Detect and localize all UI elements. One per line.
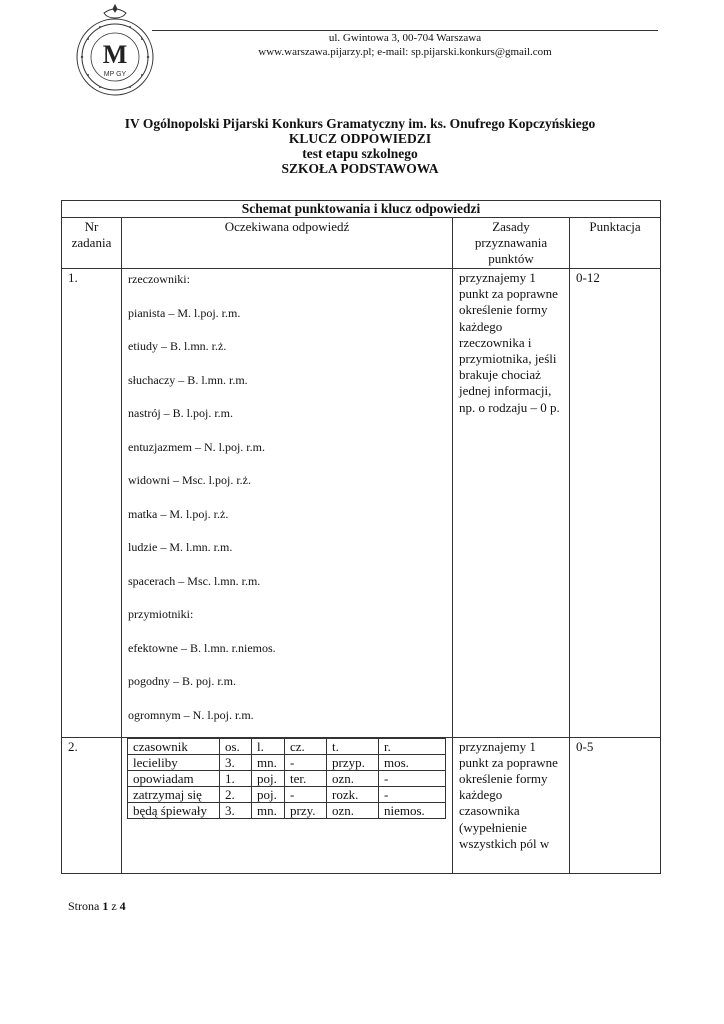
- document-title: [60, 116, 660, 176]
- row1-nr: 1.: [62, 269, 122, 738]
- row1-rule: przyznajemy 1 punkt za poprawne określenie formy każdego rzeczownika i przymiotnika, jeśli brakuje chociaż jednej informacji, np. o rodzaju – 0 p.: [453, 269, 570, 738]
- page-footer: [68, 899, 126, 914]
- footer-total: 4: [119, 899, 126, 913]
- answer-line: pogodny – B. poj. r.m.: [128, 674, 237, 688]
- verb-table-row: [128, 802, 446, 818]
- row2-nr: 2.: [62, 737, 122, 873]
- header-divider: [152, 30, 658, 31]
- verb-table-cell: -: [285, 786, 327, 802]
- header-rules: Zasady przyznawania punktów: [453, 218, 570, 269]
- row2-rule: [453, 737, 570, 873]
- row2-answers: [122, 737, 453, 873]
- answer-line: efektowne – B. l.mn. r.niemos.: [128, 640, 276, 655]
- answer-line: spacerach – Msc. l.mn. r.m.: [128, 573, 261, 588]
- footer-of: z: [111, 899, 117, 913]
- verb-table-cell: os.: [220, 738, 252, 754]
- verb-table-cell: niemos.: [379, 802, 446, 818]
- verb-table-cell: poj.: [252, 786, 285, 802]
- verb-table: [127, 738, 446, 819]
- verb-table-cell: będą śpiewały: [128, 802, 220, 818]
- verb-table-cell: poj.: [252, 770, 285, 786]
- row2-points: 0-5: [570, 737, 661, 873]
- answer-key-table: [61, 200, 661, 874]
- answer-line: widowni – Msc. l.poj. r.ż.: [128, 473, 251, 487]
- school-logo: [68, 3, 162, 101]
- answer-line: rzeczowniki:: [128, 272, 190, 286]
- verb-table-cell: lecieliby: [128, 754, 220, 770]
- header-nr: Nr zadania: [62, 218, 122, 269]
- row1-answers: [122, 269, 453, 738]
- verb-table-cell: t.: [327, 738, 379, 754]
- verb-table-cell: ozn.: [327, 770, 379, 786]
- verb-table-cell: czasownik: [128, 738, 220, 754]
- footer-prefix: Strona: [68, 899, 100, 913]
- footer-page: 1: [102, 899, 109, 913]
- logo-letters: MP GY: [103, 71, 127, 78]
- verb-table-cell: przyp.: [327, 754, 379, 770]
- verb-table-cell: 3.: [220, 754, 252, 770]
- verb-table-cell: rozk.: [327, 786, 379, 802]
- verb-table-row: [128, 770, 446, 786]
- verb-table-cell: mn.: [252, 754, 285, 770]
- row2-rule-text: przyznajemy 1 punkt za poprawne określenie formy każdego czasownika (wypełnienie wszystkich pól w: [459, 738, 558, 851]
- answer-line: matka – M. l.poj. r.ż.: [128, 506, 229, 521]
- answer-line: etiudy – B. l.mn. r.ż.: [128, 339, 227, 353]
- answer-line: przymiotniki:: [128, 607, 194, 621]
- verb-table-row: [128, 738, 446, 754]
- verb-table-cell: ozn.: [327, 802, 379, 818]
- verb-table-row: [128, 754, 446, 770]
- header-address-line2: www.warszawa.pijarzy.pl; e-mail: sp.pijarski.konkurs@gmail.com: [258, 46, 552, 58]
- verb-table-cell: przy.: [285, 802, 327, 818]
- answer-line: ludzie – M. l.mn. r.m.: [128, 540, 233, 554]
- header-address-line1: ul. Gwintowa 3, 00-704 Warszawa: [328, 32, 482, 44]
- table-row: [62, 269, 661, 738]
- row1-points: 0-12: [570, 269, 661, 738]
- verb-table-row: [128, 786, 446, 802]
- verb-table-cell: 1.: [220, 770, 252, 786]
- table-header-row: [62, 218, 661, 269]
- verb-table-cell: 2.: [220, 786, 252, 802]
- header-points: Punktacja: [570, 218, 661, 269]
- answer-line: ogromnym – N. l.poj. r.m.: [128, 707, 254, 722]
- header-answer: Oczekiwana odpowiedź: [122, 218, 453, 269]
- title-line1: IV Ogólnopolski Pijarski Konkurs Gramatyczny im. ks. Onufrego Kopczyńskiego: [124, 116, 596, 131]
- verb-table-cell: r.: [379, 738, 446, 754]
- verb-table-cell: mos.: [379, 754, 446, 770]
- verb-table-cell: 3.: [220, 802, 252, 818]
- answer-line: nastrój – B. l.poj. r.m.: [128, 406, 233, 420]
- verb-table-cell: ter.: [285, 770, 327, 786]
- title-line4: SZKOŁA PODSTAWOWA: [281, 161, 439, 176]
- answer-line: słuchaczy – B. l.mn. r.m.: [128, 372, 248, 387]
- verb-table-cell: zatrzymaj się: [128, 786, 220, 802]
- verb-table-cell: l.: [252, 738, 285, 754]
- table-caption: Schemat punktowania i klucz odpowiedzi: [62, 201, 661, 218]
- verb-table-cell: opowiadam: [128, 770, 220, 786]
- verb-table-cell: cz.: [285, 738, 327, 754]
- verb-table-cell: mn.: [252, 802, 285, 818]
- title-line3: test etapu szkolnego: [302, 146, 418, 161]
- verb-table-cell: -: [379, 786, 446, 802]
- logo-monogram: M: [102, 40, 128, 69]
- table-row: [62, 737, 661, 873]
- verb-table-cell: -: [285, 754, 327, 770]
- title-line2: KLUCZ ODPOWIEDZI: [288, 131, 432, 146]
- answer-line: pianista – M. l.poj. r.m.: [128, 305, 241, 320]
- answer-line: entuzjazmem – N. l.poj. r.m.: [128, 439, 265, 454]
- verb-table-cell: -: [379, 770, 446, 786]
